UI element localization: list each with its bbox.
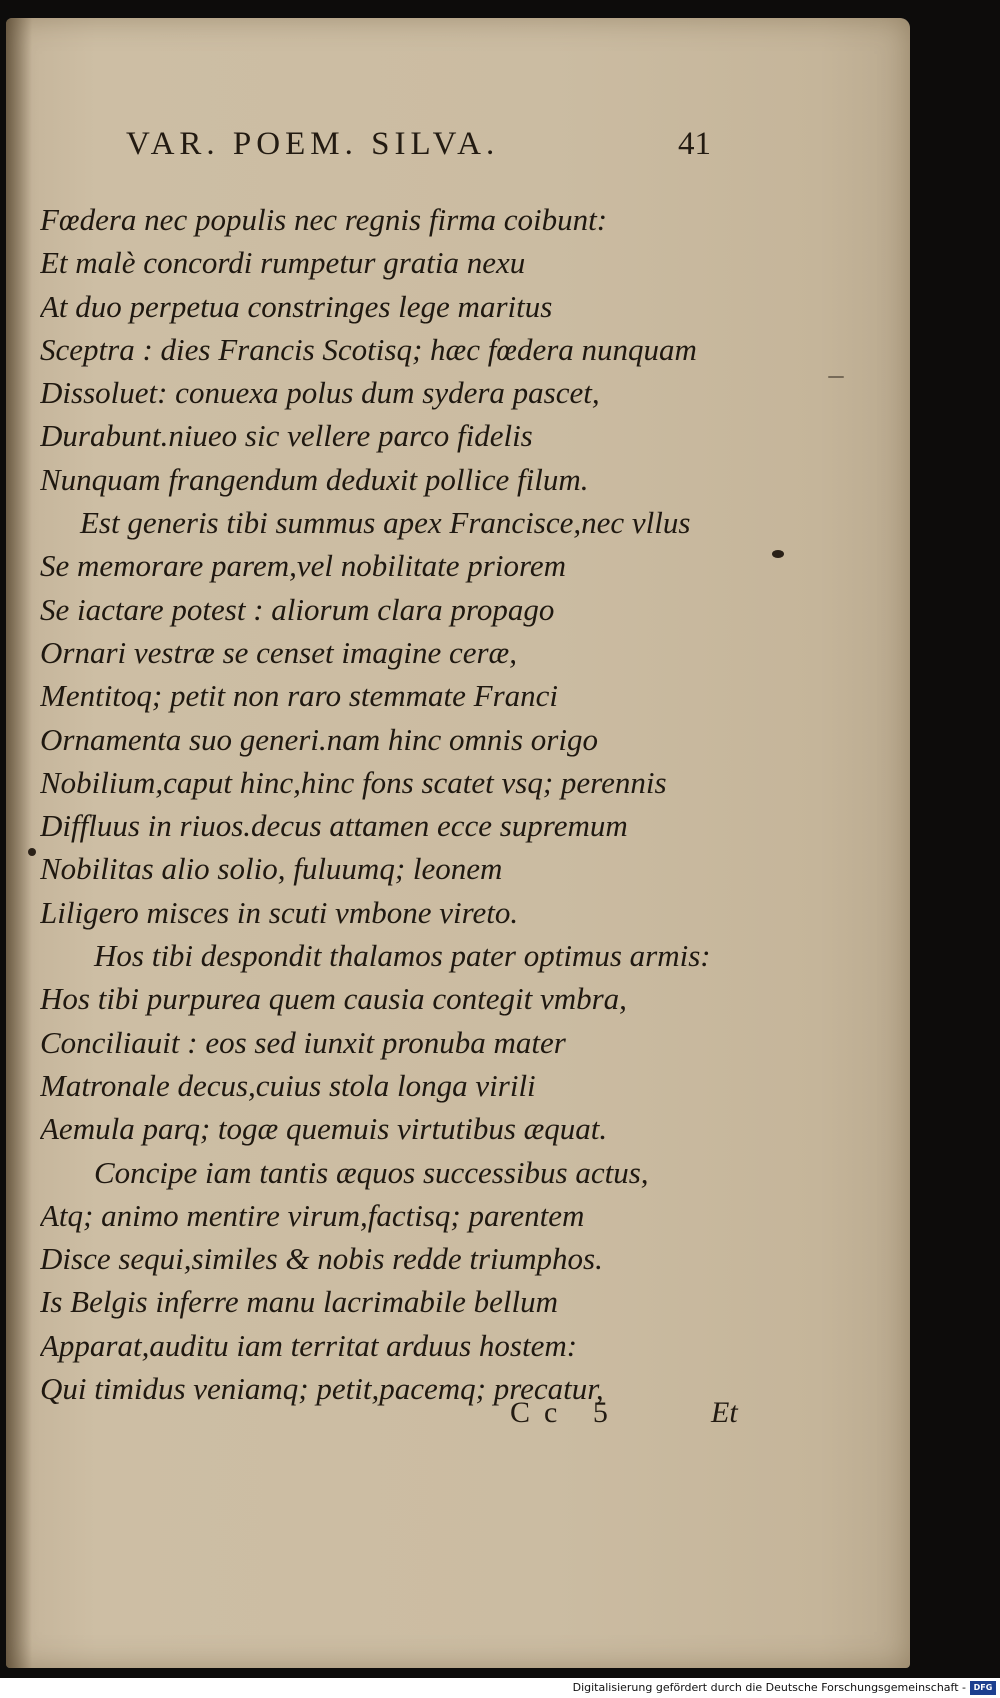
text-line: Qui timidus veniamq; petit,pacemq; precatur, <box>40 1371 604 1407</box>
running-title: VAR. POEM. SILVA. <box>126 126 500 162</box>
text-line: Diffluus in riuos.decus attamen ecce supremum <box>40 808 628 844</box>
text-line: Est generis tibi summus apex Francisce,nec vllus <box>80 505 691 541</box>
text-line: Fœdera nec populis nec regnis firma coibunt: <box>40 202 608 237</box>
text-line: Apparat,auditu iam territat arduus hostem: <box>40 1327 578 1363</box>
text-line: Concipe iam tantis æquos successibus actus, <box>94 1154 649 1190</box>
text-line: At duo perpetua constringes lege maritus <box>40 288 553 324</box>
page-number: 41 <box>678 126 711 162</box>
text-line: Is Belgis inferre manu lacrimabile bellum <box>40 1284 559 1320</box>
text-line: Se memorare parem,vel nobilitate priorem <box>40 548 567 584</box>
ink-spot <box>28 848 36 856</box>
text-line: Sceptra : dies Francis Scotisq; hæc fœdera nunquam <box>40 331 697 367</box>
page-footer <box>6 1396 910 1440</box>
text-line: Et malè concordi rumpetur gratia nexu <box>40 245 526 281</box>
digitization-credit: Digitalisierung gefördert durch die Deutsche Forschungsgemeinschaft - <box>572 1681 966 1694</box>
text-line: Hos tibi despondit thalamos pater optimus armis: <box>94 938 711 974</box>
text-line: Liligero misces in scuti vmbone vireto. <box>40 894 519 930</box>
text-line: Dissoluet: conuexa polus dum sydera pascet, <box>40 375 600 411</box>
text-line: Matronale decus,cuius stola longa virili <box>40 1067 536 1103</box>
text-line: Nunquam frangendum deduxit pollice filum. <box>40 461 589 497</box>
ink-spot <box>828 376 844 378</box>
text-line: Durabunt.niueo sic vellere parco fidelis <box>40 418 533 454</box>
poem-text <box>40 198 730 1410</box>
dfg-logo: DFG <box>970 1681 996 1695</box>
text-line: Disce sequi,similes & nobis redde triumphos. <box>40 1241 603 1277</box>
page-header <box>126 126 726 176</box>
text-line: Conciliauit : eos sed iunxit pronuba mater <box>40 1024 566 1060</box>
text-line: Ornari vestræ se censet imagine ceræ, <box>40 634 517 670</box>
text-line: Aemula parq; togæ quemuis virtutibus æquat. <box>40 1111 608 1147</box>
text-line: Ornamenta suo generi.nam hinc omnis origo <box>40 721 598 757</box>
text-line: Se iactare potest : aliorum clara propago <box>40 591 555 627</box>
text-line: Atq; animo mentire virum,factisq; parentem <box>40 1197 585 1233</box>
signature-mark: Cc 5 <box>510 1396 622 1429</box>
text-line: Hos tibi purpurea quem causia contegit vmbra, <box>40 981 627 1017</box>
text-line: Nobilium,caput hinc,hinc fons scatet vsq; perennis <box>40 764 667 800</box>
ink-spot <box>772 550 784 558</box>
digitization-credit-bar <box>0 1678 1000 1698</box>
text-line: Mentitoq; petit non raro stemmate Franci <box>40 678 559 714</box>
book-page <box>6 18 910 1668</box>
text-line: Nobilitas alio solio, fuluumq; leonem <box>40 851 503 887</box>
catchword: Et <box>711 1396 738 1429</box>
